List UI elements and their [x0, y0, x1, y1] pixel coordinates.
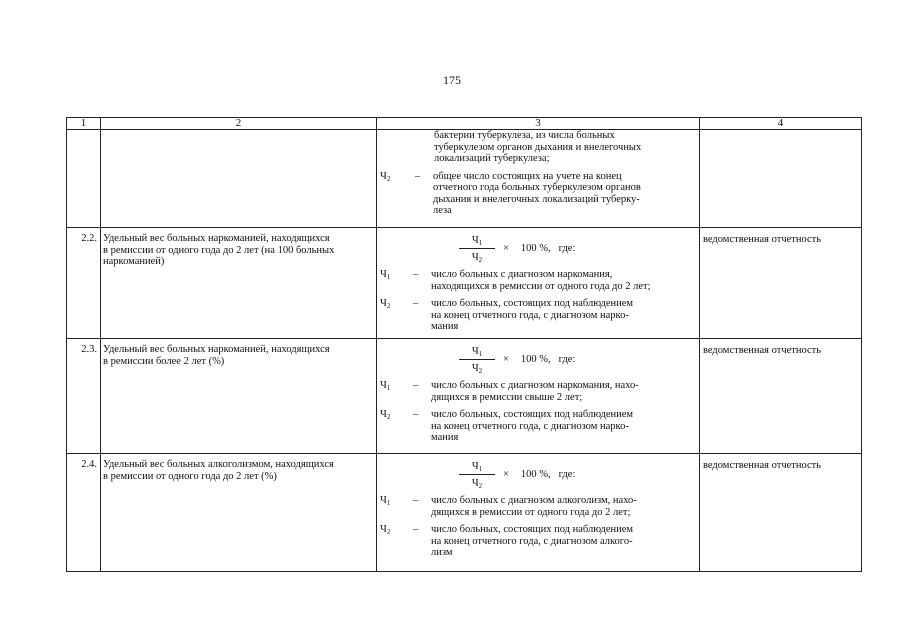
continuation-text: бактерии туберкулеза, из числа больных туберкулезом органов дыхания и внелегочных локализаций туберкулеза; — [434, 130, 642, 164]
indicator-number: 2.3. — [67, 339, 101, 454]
indicator-number: 2.2. — [67, 228, 101, 339]
page-number: 175 — [443, 73, 461, 87]
definition-ch1: $Ч_1$ – число больных с диагнозом наркомания, нахо- дящихся в ремиссии свыше 2 лет; — [380, 380, 639, 403]
table-row-continuation — [67, 130, 862, 228]
fraction: $\frac{Ч_1}{Ч_2}$ — [459, 235, 495, 264]
where-label: где: — [558, 354, 576, 366]
formula — [377, 228, 699, 266]
definition-ch2: $Ч_2$ – число больных, состоящих под наблюдением на конец отчетного года, с диагнозом алкого- лизм — [380, 524, 634, 558]
calculation-method — [377, 454, 700, 572]
indicator-name: Удельный вес больных алкоголизмом, находящихся в ремиссии от одного года до 2 лет (%) — [101, 454, 377, 572]
table-row — [67, 339, 862, 454]
table-row — [67, 228, 862, 339]
indicator-name: Удельный вес больных наркоманией, находящихся в ремиссии более 2 лет (%) — [101, 339, 377, 454]
calculation-method — [377, 339, 700, 454]
data-source: ведомственная отчетность — [700, 228, 862, 339]
cell-method — [377, 130, 700, 228]
definition-ch2: $Ч_2$ – общее число состоящих на учете на конец отчетного года больных туберкулезом органов дыхания и внелегочных локализаций туберку- леза — [380, 170, 641, 216]
cell-source — [700, 130, 862, 228]
table-row — [67, 454, 862, 572]
fraction: $\frac{Ч_1}{Ч_2}$ — [459, 346, 495, 375]
percent-factor: 100 %, — [520, 243, 551, 255]
data-source: ведомственная отчетность — [700, 454, 862, 572]
multiply-sign: × — [503, 469, 509, 481]
formula — [377, 339, 699, 377]
table-header-row — [67, 118, 862, 130]
percent-factor: 100 %, — [520, 469, 551, 481]
definition-ch1: $Ч_1$ – число больных с диагнозом наркомания, находящихся в ремиссии от одного года до 2 лет; — [380, 269, 651, 292]
fraction: $\frac{Ч_1}{Ч_2}$ — [459, 461, 495, 490]
calculation-method — [377, 228, 700, 339]
data-source: ведомственная отчетность — [700, 339, 862, 454]
multiply-sign: × — [503, 243, 509, 255]
definition-ch1: $Ч_1$ – число больных с диагнозом алкоголизм, нахо- дящихся в ремиссии от одного года до 2 лет; — [380, 495, 637, 518]
cell-name — [101, 130, 377, 228]
where-label: где: — [558, 243, 576, 255]
column-header-4: 4 — [700, 118, 862, 130]
formula — [377, 454, 699, 492]
indicator-number: 2.4. — [67, 454, 101, 572]
indicators-table — [66, 117, 862, 572]
column-header-3: 3 — [377, 118, 700, 130]
indicator-name: Удельный вес больных наркоманией, находящихся в ремиссии от одного года до 2 лет (на 100 больных наркоманией) — [101, 228, 377, 339]
percent-factor: 100 %, — [520, 354, 551, 366]
cell-num — [67, 130, 101, 228]
column-header-1: 1 — [67, 118, 101, 130]
where-label: где: — [558, 469, 576, 481]
multiply-sign: × — [503, 354, 509, 366]
column-header-2: 2 — [101, 118, 377, 130]
definition-ch2: $Ч_2$ – число больных, состоящих под наблюдением на конец отчетного года, с диагнозом нарко- мания — [380, 409, 634, 443]
definition-ch2: $Ч_2$ – число больных, состоящих под наблюдением на конец отчетного года, с диагнозом нарко- мания — [380, 298, 634, 332]
